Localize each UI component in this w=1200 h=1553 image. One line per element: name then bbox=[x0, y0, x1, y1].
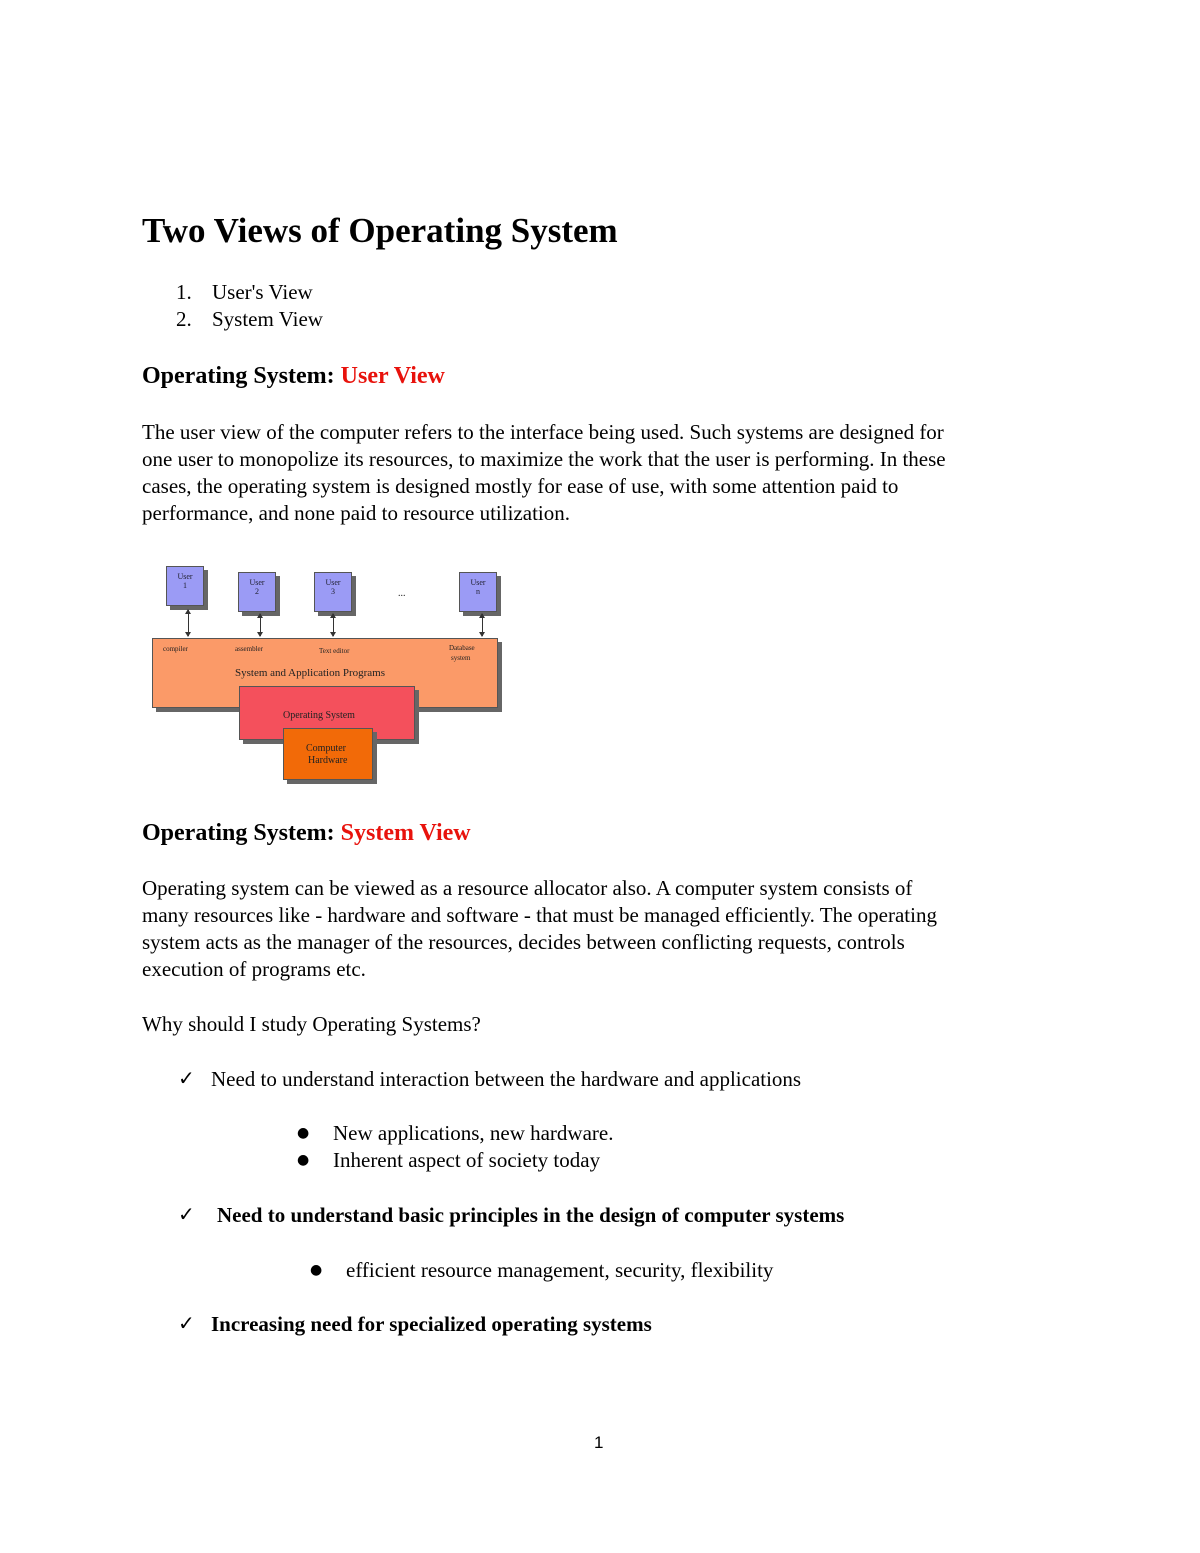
list-number: 2. bbox=[176, 307, 192, 331]
list-item bbox=[176, 306, 323, 333]
paragraph-line: system acts as the manager of the resources, decides between conflicting requests, controls bbox=[142, 930, 905, 954]
page-title: Two Views of Operating System bbox=[142, 211, 618, 250]
bullet-icon: ● bbox=[297, 1152, 310, 1168]
program-label: compiler bbox=[163, 645, 188, 653]
user-number: n bbox=[476, 587, 480, 596]
os-layers-diagram bbox=[148, 560, 508, 790]
sub-bullet-item: efficient resource management, security, flexibility bbox=[346, 1258, 774, 1282]
program-label: assembler bbox=[235, 645, 263, 653]
page-number: 1 bbox=[594, 1433, 604, 1452]
why-question: Why should I study Operating Systems? bbox=[142, 1012, 481, 1036]
system-view-paragraph bbox=[142, 875, 1062, 983]
list-number: 1. bbox=[176, 280, 192, 304]
user-label: User bbox=[249, 578, 265, 587]
heading-highlight: User View bbox=[340, 363, 445, 389]
paragraph-line: execution of programs etc. bbox=[142, 957, 366, 981]
paragraph-line: performance, and none paid to resource utilization. bbox=[142, 501, 570, 525]
user-view-paragraph bbox=[142, 419, 1062, 527]
checkmark-icon: ✓ bbox=[178, 1066, 195, 1090]
user-box bbox=[459, 572, 497, 612]
user-number: 2 bbox=[255, 587, 259, 596]
paragraph-line: Operating system can be viewed as a resource allocator also. A computer system consists of bbox=[142, 876, 913, 900]
user-number: 3 bbox=[331, 587, 335, 596]
connector-arrow bbox=[188, 610, 189, 636]
program-label: system bbox=[451, 654, 471, 662]
point-one: Need to understand interaction between the hardware and applications bbox=[211, 1067, 802, 1091]
paragraph-line: The user view of the computer refers to the interface being used. Such systems are designed for bbox=[142, 420, 944, 444]
connector-arrow bbox=[482, 614, 483, 636]
checkmark-icon: ✓ bbox=[178, 1202, 195, 1226]
list-item bbox=[176, 279, 323, 306]
user-view-heading bbox=[142, 361, 445, 391]
paragraph-line: many resources like - hardware and software - that must be managed efficiently. The operating bbox=[142, 903, 937, 927]
user-label: User bbox=[470, 578, 486, 587]
program-label: Text editor bbox=[319, 647, 350, 655]
checkmark-icon: ✓ bbox=[178, 1311, 195, 1335]
connector-arrow bbox=[333, 614, 334, 636]
list-text: System View bbox=[212, 307, 323, 331]
point-two: Need to understand basic principles in the design of computer systems bbox=[217, 1203, 845, 1227]
os-layer-label: Operating System bbox=[283, 710, 355, 721]
user-box bbox=[238, 572, 276, 612]
paragraph-line: one user to monopolize its resources, to maximize the work that the user is performing. In these bbox=[142, 447, 946, 471]
program-label: Database bbox=[449, 644, 475, 652]
user-box bbox=[166, 566, 204, 606]
views-list bbox=[176, 279, 323, 333]
hardware-label: Computer bbox=[306, 743, 346, 754]
user-label: User bbox=[177, 572, 193, 581]
apps-layer-label: System and Application Programs bbox=[235, 667, 386, 679]
connector-arrow bbox=[260, 614, 261, 636]
user-label: User bbox=[325, 578, 341, 587]
heading-prefix: Operating System: bbox=[142, 363, 335, 389]
point-three: Increasing need for specialized operating systems bbox=[211, 1312, 652, 1336]
heading-highlight: System View bbox=[340, 820, 471, 846]
paragraph-line: cases, the operating system is designed mostly for ease of use, with some attention paid to bbox=[142, 474, 899, 498]
list-text: User's View bbox=[212, 280, 313, 304]
bullet-icon: ● bbox=[310, 1262, 323, 1278]
sub-bullet-item: New applications, new hardware. bbox=[333, 1121, 614, 1145]
user-number: 1 bbox=[183, 581, 187, 590]
heading-prefix: Operating System: bbox=[142, 820, 335, 846]
ellipsis: ... bbox=[398, 588, 406, 599]
user-box bbox=[314, 572, 352, 612]
hardware-layer bbox=[283, 728, 373, 780]
sub-bullet-item: Inherent aspect of society today bbox=[333, 1148, 601, 1172]
hardware-label: Hardware bbox=[308, 755, 348, 766]
bullet-icon: ● bbox=[297, 1125, 310, 1141]
system-view-heading bbox=[142, 818, 471, 848]
